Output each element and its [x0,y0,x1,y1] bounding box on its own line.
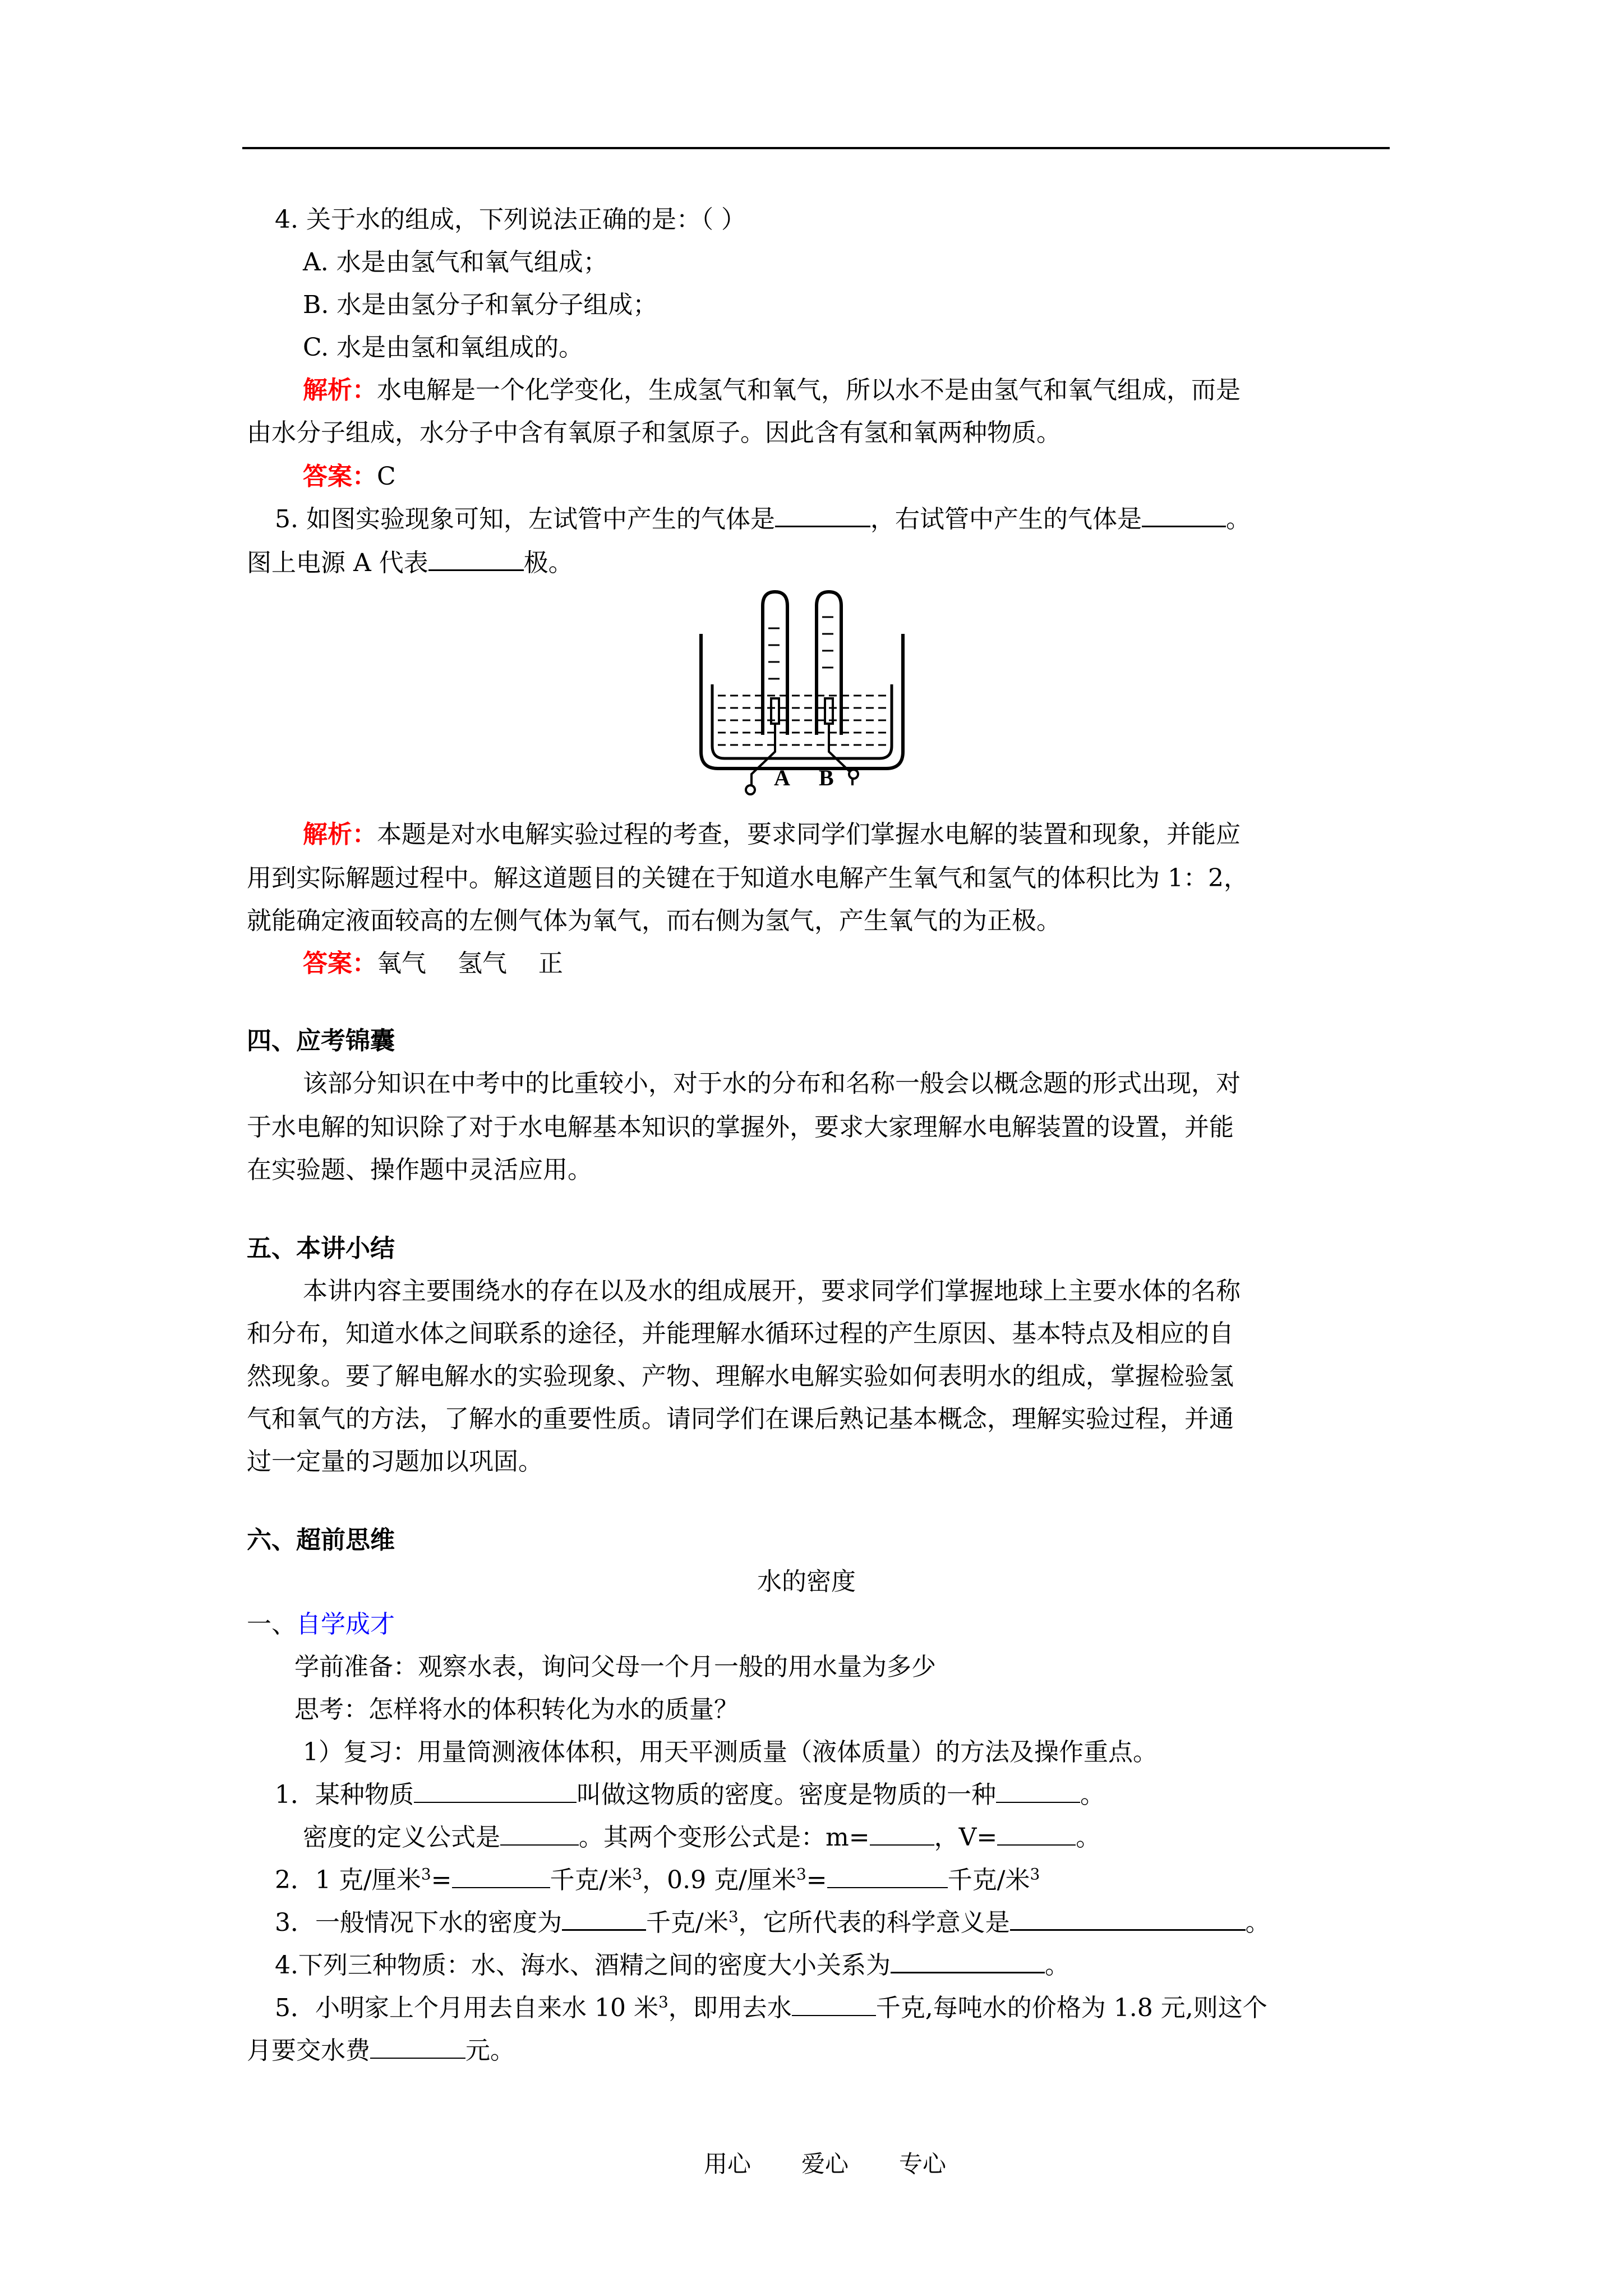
label-a: A [774,765,790,790]
q4-option-a: A. 水是由氢气和氧气组成； [303,248,608,277]
electrolysis-figure [690,583,914,797]
footer-word-1: 用心 [704,2150,751,2178]
blank-e2-b[interactable] [827,1865,948,1888]
blank-e1-v[interactable] [997,1822,1076,1846]
q5-analysis-line3: 就能确定液面较高的左侧气体为氧气，而右侧为氢气，产生氧气的为正极。 [247,907,1061,935]
blank-e1-property[interactable] [996,1779,1080,1803]
q4-option-b: B. 水是由氢分子和氧分子组成； [303,291,658,319]
exercise-1-formula: 密度的定义公式是 。其两个变形公式是：m= ，V= 。 [303,1823,1101,1852]
section5-line1: 本讲内容主要围绕水的存在以及水的组成展开，要求同学们掌握地球上主要水体的名称 [303,1277,1241,1305]
blank-left-gas[interactable] [775,503,870,527]
section6-subtitle: 水的密度 [757,1567,856,1596]
label-b: B [819,765,834,790]
q4-answer: 答案：C [303,462,396,491]
exercise-4: 4.下列三种物质：水、海水、酒精之间的密度大小关系为 。 [275,1949,1069,1982]
review-line: 1）复习：用量筒测液体体积，用天平测质量（液体质量）的方法及操作重点。 [303,1738,1158,1766]
exercise-3: 3．一般情况下水的密度为 千克/米$^3$，它所代表的科学意义是 。 [275,1907,1270,1937]
q4-stem: 4. 关于水的组成，下列说法正确的是：（ ） [275,205,746,234]
blank-e1-definition[interactable] [414,1779,577,1803]
q4-option-c: C. 水是由氢和氧组成的。 [303,333,584,362]
section4-line2: 于水电解的知识除了对于水电解基本知识的掌握外，要求大家理解水电解装置的设置，并能 [247,1113,1234,1142]
footer-word-2: 爱心 [801,2150,849,2178]
left-test-tube [763,592,787,735]
q5-answer: 答案：氧气 氢气 正 [303,949,563,978]
tube-graduations [768,617,833,679]
right-test-tube [817,592,841,735]
exercise-2: 2．1 克/厘米$^3$= 千克/米$^3$，0.9 克/厘米$^3$= 千克/米$^3$ [275,1865,1040,1894]
terminal-b [849,770,858,779]
section5-title: 五、本讲小结 [247,1234,395,1263]
blank-right-gas[interactable] [1142,503,1226,527]
footer-word-3: 专心 [899,2150,947,2178]
part1-heading: 一、自学成才 [247,1610,395,1639]
section6-title: 六、超前思维 [247,1526,395,1554]
page-footer [704,2147,997,2181]
blank-electrode[interactable] [428,547,524,571]
think-line: 思考：怎样将水的体积转化为水的质量？ [294,1695,739,1724]
section5-line5: 过一定量的习题加以巩固。 [247,1447,543,1476]
exercise-5-line2: 月要交水费 元。 [247,2036,515,2065]
q5-stem-line2: 图上电源 A 代表 极。 [247,546,573,580]
q5-stem-line1: 5. 如图实验现象可知，左试管中产生的气体是 ，右试管中产生的气体是 。 [275,503,1251,536]
header-rule [242,147,1390,149]
basin-outer [701,634,903,769]
blank-e5-fee[interactable] [370,2035,465,2059]
water-lines [718,696,886,745]
q5-analysis-line2: 用到实际解题过程中。解这道题目的关键在于知道水电解产生氧气和氢气的体积比为 1：2， [247,864,1248,892]
q4-analysis-line2: 由水分子组成，水分子中含有氧原子和氢原子。因此含有氢和氧两种物质。 [247,418,1061,447]
blank-e2-a[interactable] [452,1865,550,1888]
section5-line4: 气和氧气的方法，了解水的重要性质。请同学们在课后熟记基本概念，理解实验过程，并通 [247,1405,1234,1433]
analysis-label: 解析： [303,820,377,849]
section4-line1: 该部分知识在中考中的比重较小，对于水的分布和名称一般会以概念题的形式出现，对 [303,1069,1241,1098]
exercise-5-line1: 5．小明家上个月用去自来水 10 米$^3$，即用去水 千克,每吨水的价格为 1.8 元,则这个 [275,1993,1267,2022]
prep-line: 学前准备：观察水表，询问父母一个月一般的用水量为多少 [294,1653,936,1681]
section5-line3: 然现象。要了解电解水的实验现象、产物、理解水电解实验如何表明水的组成，掌握检验氢 [247,1362,1234,1391]
answer-label: 答案： [303,462,377,491]
blank-e4-order[interactable] [891,1949,1045,1973]
exercise-1: 1．某种物质 叫做这物质的密度。密度是物质的一种 。 [275,1780,1105,1809]
blank-e3-meaning[interactable] [1010,1907,1246,1931]
section5-line2: 和分布，知道水体之间联系的途径，并能理解水循环过程的产生原因、基本特点及相应的自 [247,1319,1234,1348]
blank-e5-mass[interactable] [792,1993,876,2016]
q5-analysis-line1: 解析：本题是对水电解实验过程的考查，要求同学们掌握水电解的装置和现象，并能应 [303,820,1241,849]
terminal-a [746,785,755,794]
section4-line3: 在实验题、操作题中灵活应用。 [247,1156,592,1184]
basin-inner [712,684,892,758]
section4-title: 四、应考锦囊 [247,1027,395,1055]
blank-e1-formula[interactable] [500,1822,579,1846]
answer-label: 答案： [303,949,377,978]
blank-e1-m[interactable] [870,1822,934,1846]
analysis-label: 解析： [303,376,377,404]
q4-analysis-line1: 解析：水电解是一个化学变化，生成氢气和氧气，所以水不是由氢气和氧气组成，而是 [303,376,1241,404]
blank-e3-density[interactable] [562,1907,646,1931]
